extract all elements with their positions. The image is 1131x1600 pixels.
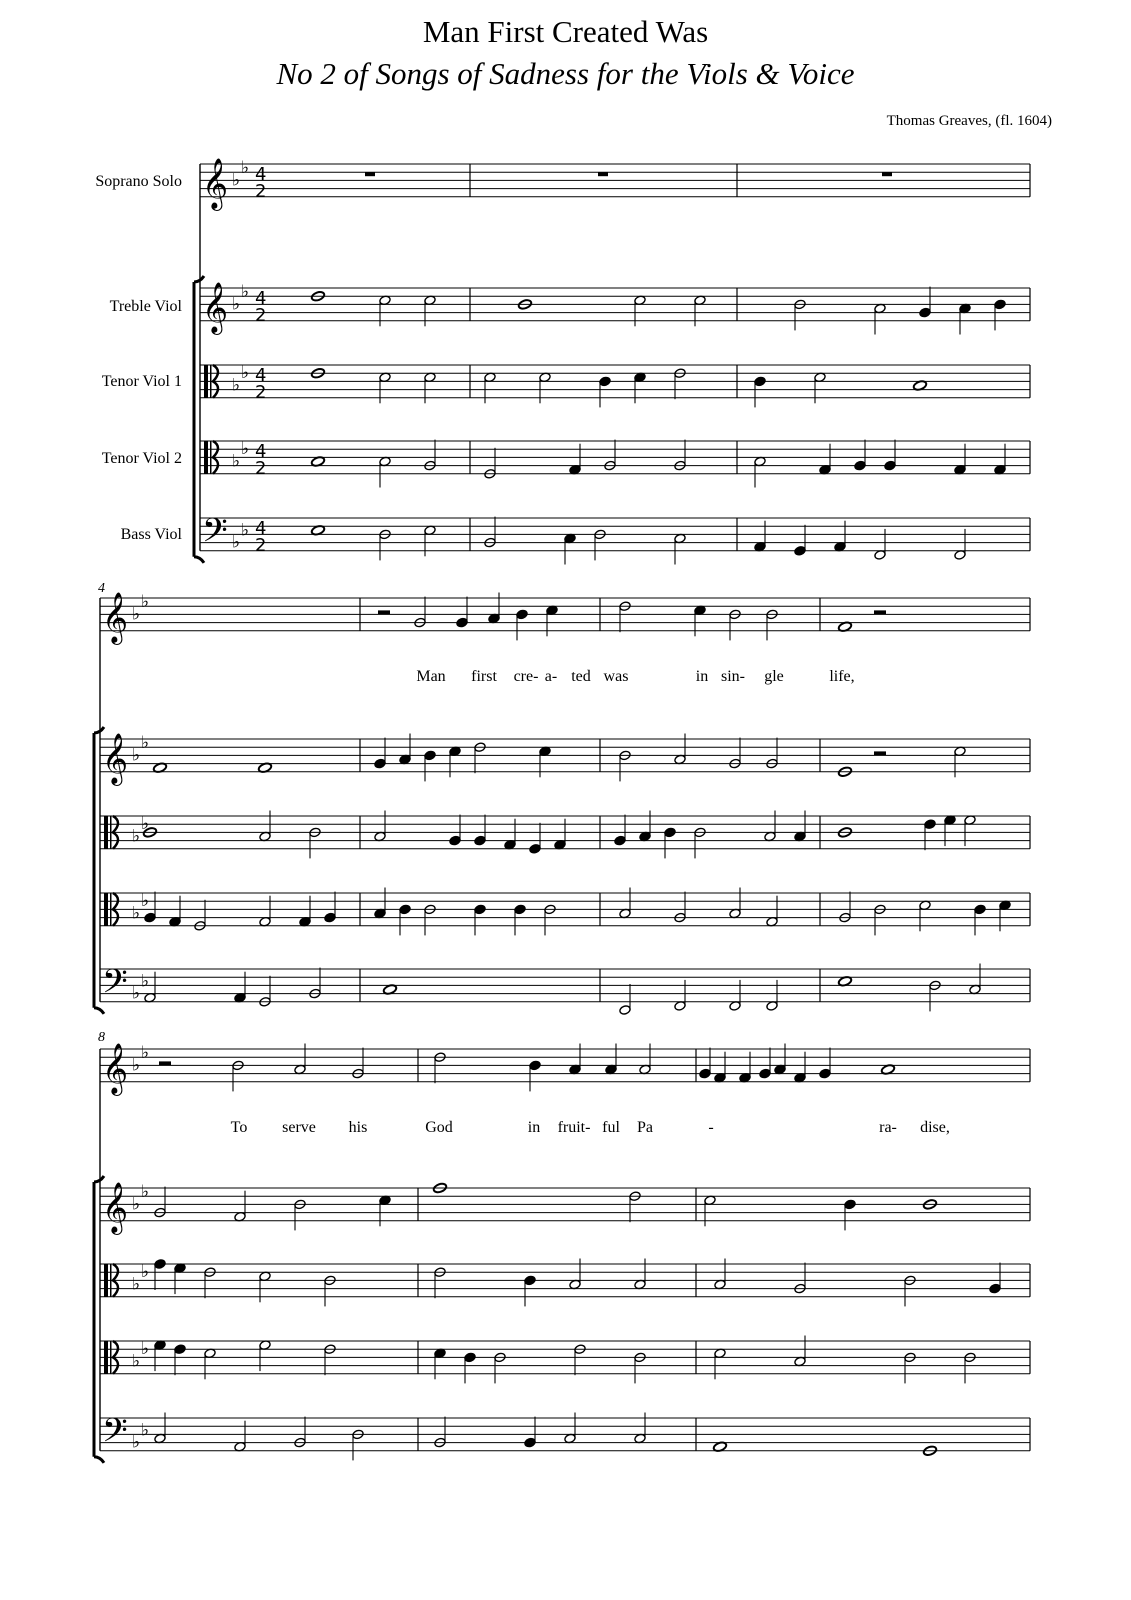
flat-sign: ♭	[132, 1432, 141, 1453]
treble-clef-icon: 𝄞	[102, 592, 129, 643]
note-head	[374, 758, 386, 769]
treble-clef-icon: 𝄞	[102, 1043, 129, 1094]
note-head	[989, 1283, 1001, 1294]
measure-number: 4	[98, 581, 105, 596]
time-signature: 4	[255, 365, 267, 386]
note-head	[664, 827, 676, 838]
note-head	[154, 1259, 166, 1270]
lyric-syllable: -	[708, 1119, 714, 1136]
time-signature: 4	[255, 441, 267, 462]
lyric-syllable: in	[695, 668, 709, 685]
flat-sign: ♭	[232, 170, 241, 191]
half-rest	[874, 751, 886, 755]
lyric-syllable: life,	[829, 668, 855, 685]
flat-sign: ♭	[241, 282, 250, 303]
treble-clef-icon: 𝄞	[102, 733, 129, 784]
half-rest	[378, 610, 390, 614]
lyric-syllable: To	[230, 1119, 248, 1136]
score-title: Man First Created Was	[422, 14, 709, 49]
lyric-syllable: God	[425, 1119, 453, 1136]
note-head	[619, 1005, 631, 1016]
flat-sign: ♭	[132, 826, 141, 847]
flat-sign: ♭	[141, 814, 150, 835]
lyric-syllable: first	[471, 668, 497, 685]
alto-clef-icon	[204, 441, 208, 474]
flat-sign: ♭	[132, 604, 141, 625]
lyric-syllable: ful	[602, 1119, 620, 1136]
note-head	[174, 1344, 186, 1355]
time-signature: 4	[255, 288, 267, 309]
alto-clef-icon	[204, 365, 208, 398]
time-signature: 4	[255, 518, 267, 539]
lyric-syllable: dise,	[920, 1119, 950, 1136]
flat-sign: ♭	[241, 158, 250, 179]
note-head	[754, 376, 766, 387]
note-head	[144, 912, 156, 923]
note-head	[974, 904, 986, 915]
flat-sign: ♭	[141, 1182, 150, 1203]
bass-clef-icon: 𝄢	[102, 1412, 128, 1458]
flat-sign: ♭	[141, 1420, 150, 1441]
lyric-syllable: Man	[416, 668, 446, 685]
composer-credit: Thomas Greaves, (fl. 1604)	[886, 113, 1052, 129]
flat-sign: ♭	[141, 1262, 150, 1283]
flat-sign: ♭	[132, 1351, 141, 1372]
time-signature: 2	[255, 181, 267, 202]
lyric-syllable: cre-	[513, 668, 539, 685]
flat-sign: ♭	[132, 1194, 141, 1215]
note-head	[324, 912, 336, 923]
flat-sign: ♭	[141, 592, 150, 613]
flat-sign: ♭	[141, 733, 150, 754]
note-head	[919, 307, 931, 318]
flat-sign: ♭	[241, 439, 250, 460]
flat-sign: ♭	[141, 1043, 150, 1064]
note-head	[464, 1352, 476, 1363]
flat-sign: ♭	[132, 1055, 141, 1076]
lyric-syllable: Pa	[637, 1119, 653, 1136]
time-signature: 2	[255, 458, 267, 479]
lyric-syllable: his	[348, 1119, 368, 1136]
time-signature: 2	[255, 305, 267, 326]
instrument-label-treble-viol: Treble Viol	[109, 298, 182, 315]
lyric-syllable: serve	[282, 1119, 316, 1136]
note-head	[699, 1068, 711, 1079]
instrument-label-tenor-viol-2: Tenor Viol 2	[101, 450, 182, 467]
note-head	[854, 460, 866, 471]
flat-sign: ♭	[241, 520, 250, 541]
lyric-syllable: ted	[571, 668, 591, 685]
whole-rest	[882, 172, 892, 176]
time-signature: 2	[255, 382, 267, 403]
alto-clef-icon	[104, 893, 108, 926]
bass-clef-icon: 𝄢	[102, 963, 128, 1009]
note-head	[614, 835, 626, 846]
note-head	[424, 750, 436, 761]
alto-clef-icon	[104, 1341, 108, 1374]
lyric-syllable: ra-	[879, 1119, 897, 1136]
note-head	[449, 835, 461, 846]
note-head	[794, 545, 806, 556]
note-head	[599, 376, 611, 387]
treble-clef-icon: 𝄞	[202, 158, 229, 209]
flat-sign: ♭	[141, 891, 150, 912]
flat-sign: ♭	[232, 532, 241, 553]
note-head	[924, 819, 936, 830]
lyric-syllable: a-	[544, 668, 558, 685]
note-head	[819, 1068, 831, 1079]
flat-sign: ♭	[232, 375, 241, 396]
lyric-syllable: was	[603, 668, 629, 685]
half-rest	[874, 610, 886, 614]
flat-sign: ♭	[132, 983, 141, 1004]
flat-sign: ♭	[241, 363, 250, 384]
note-head	[759, 1068, 771, 1079]
treble-clef-icon: 𝄞	[202, 282, 229, 333]
measure-number: 8	[98, 1030, 105, 1045]
lyric-syllable: gle	[764, 668, 784, 685]
instrument-label-soprano: Soprano Solo	[95, 173, 182, 190]
lyric-syllable: fruit-	[557, 1119, 591, 1136]
note-head	[474, 904, 486, 915]
whole-rest	[365, 172, 375, 176]
note-head	[884, 460, 896, 471]
flat-sign: ♭	[141, 971, 150, 992]
note-head	[529, 843, 541, 854]
flat-sign: ♭	[141, 1339, 150, 1360]
flat-sign: ♭	[132, 1274, 141, 1295]
instrument-label-tenor-viol-1: Tenor Viol 1	[101, 373, 182, 390]
note-head	[529, 1060, 541, 1071]
flat-sign: ♭	[132, 903, 141, 924]
instrument-label-bass-viol: Bass Viol	[120, 526, 182, 543]
score-subtitle: No 2 of Songs of Sadness for the Viols & Voice	[276, 56, 855, 91]
treble-clef-icon: 𝄞	[102, 1182, 129, 1233]
lyric-syllable: in	[527, 1119, 541, 1136]
note-head	[516, 609, 528, 620]
note-head	[994, 299, 1006, 310]
note-head	[474, 835, 486, 846]
flat-sign: ♭	[132, 745, 141, 766]
whole-rest	[598, 172, 608, 176]
flat-sign: ♭	[232, 294, 241, 315]
alto-clef-icon	[104, 1264, 108, 1297]
bass-clef-icon: 𝄢	[202, 512, 228, 558]
note-head	[524, 1437, 536, 1448]
note-head	[514, 904, 526, 915]
flat-sign: ♭	[232, 451, 241, 472]
time-signature: 4	[255, 164, 267, 185]
time-signature: 2	[255, 535, 267, 556]
lyric-syllable: sin-	[721, 668, 745, 685]
note-head	[456, 617, 468, 628]
note-head	[524, 1275, 536, 1286]
alto-clef-icon	[104, 816, 108, 849]
note-head	[844, 1199, 856, 1210]
note-head	[399, 904, 411, 915]
half-rest	[159, 1061, 171, 1065]
